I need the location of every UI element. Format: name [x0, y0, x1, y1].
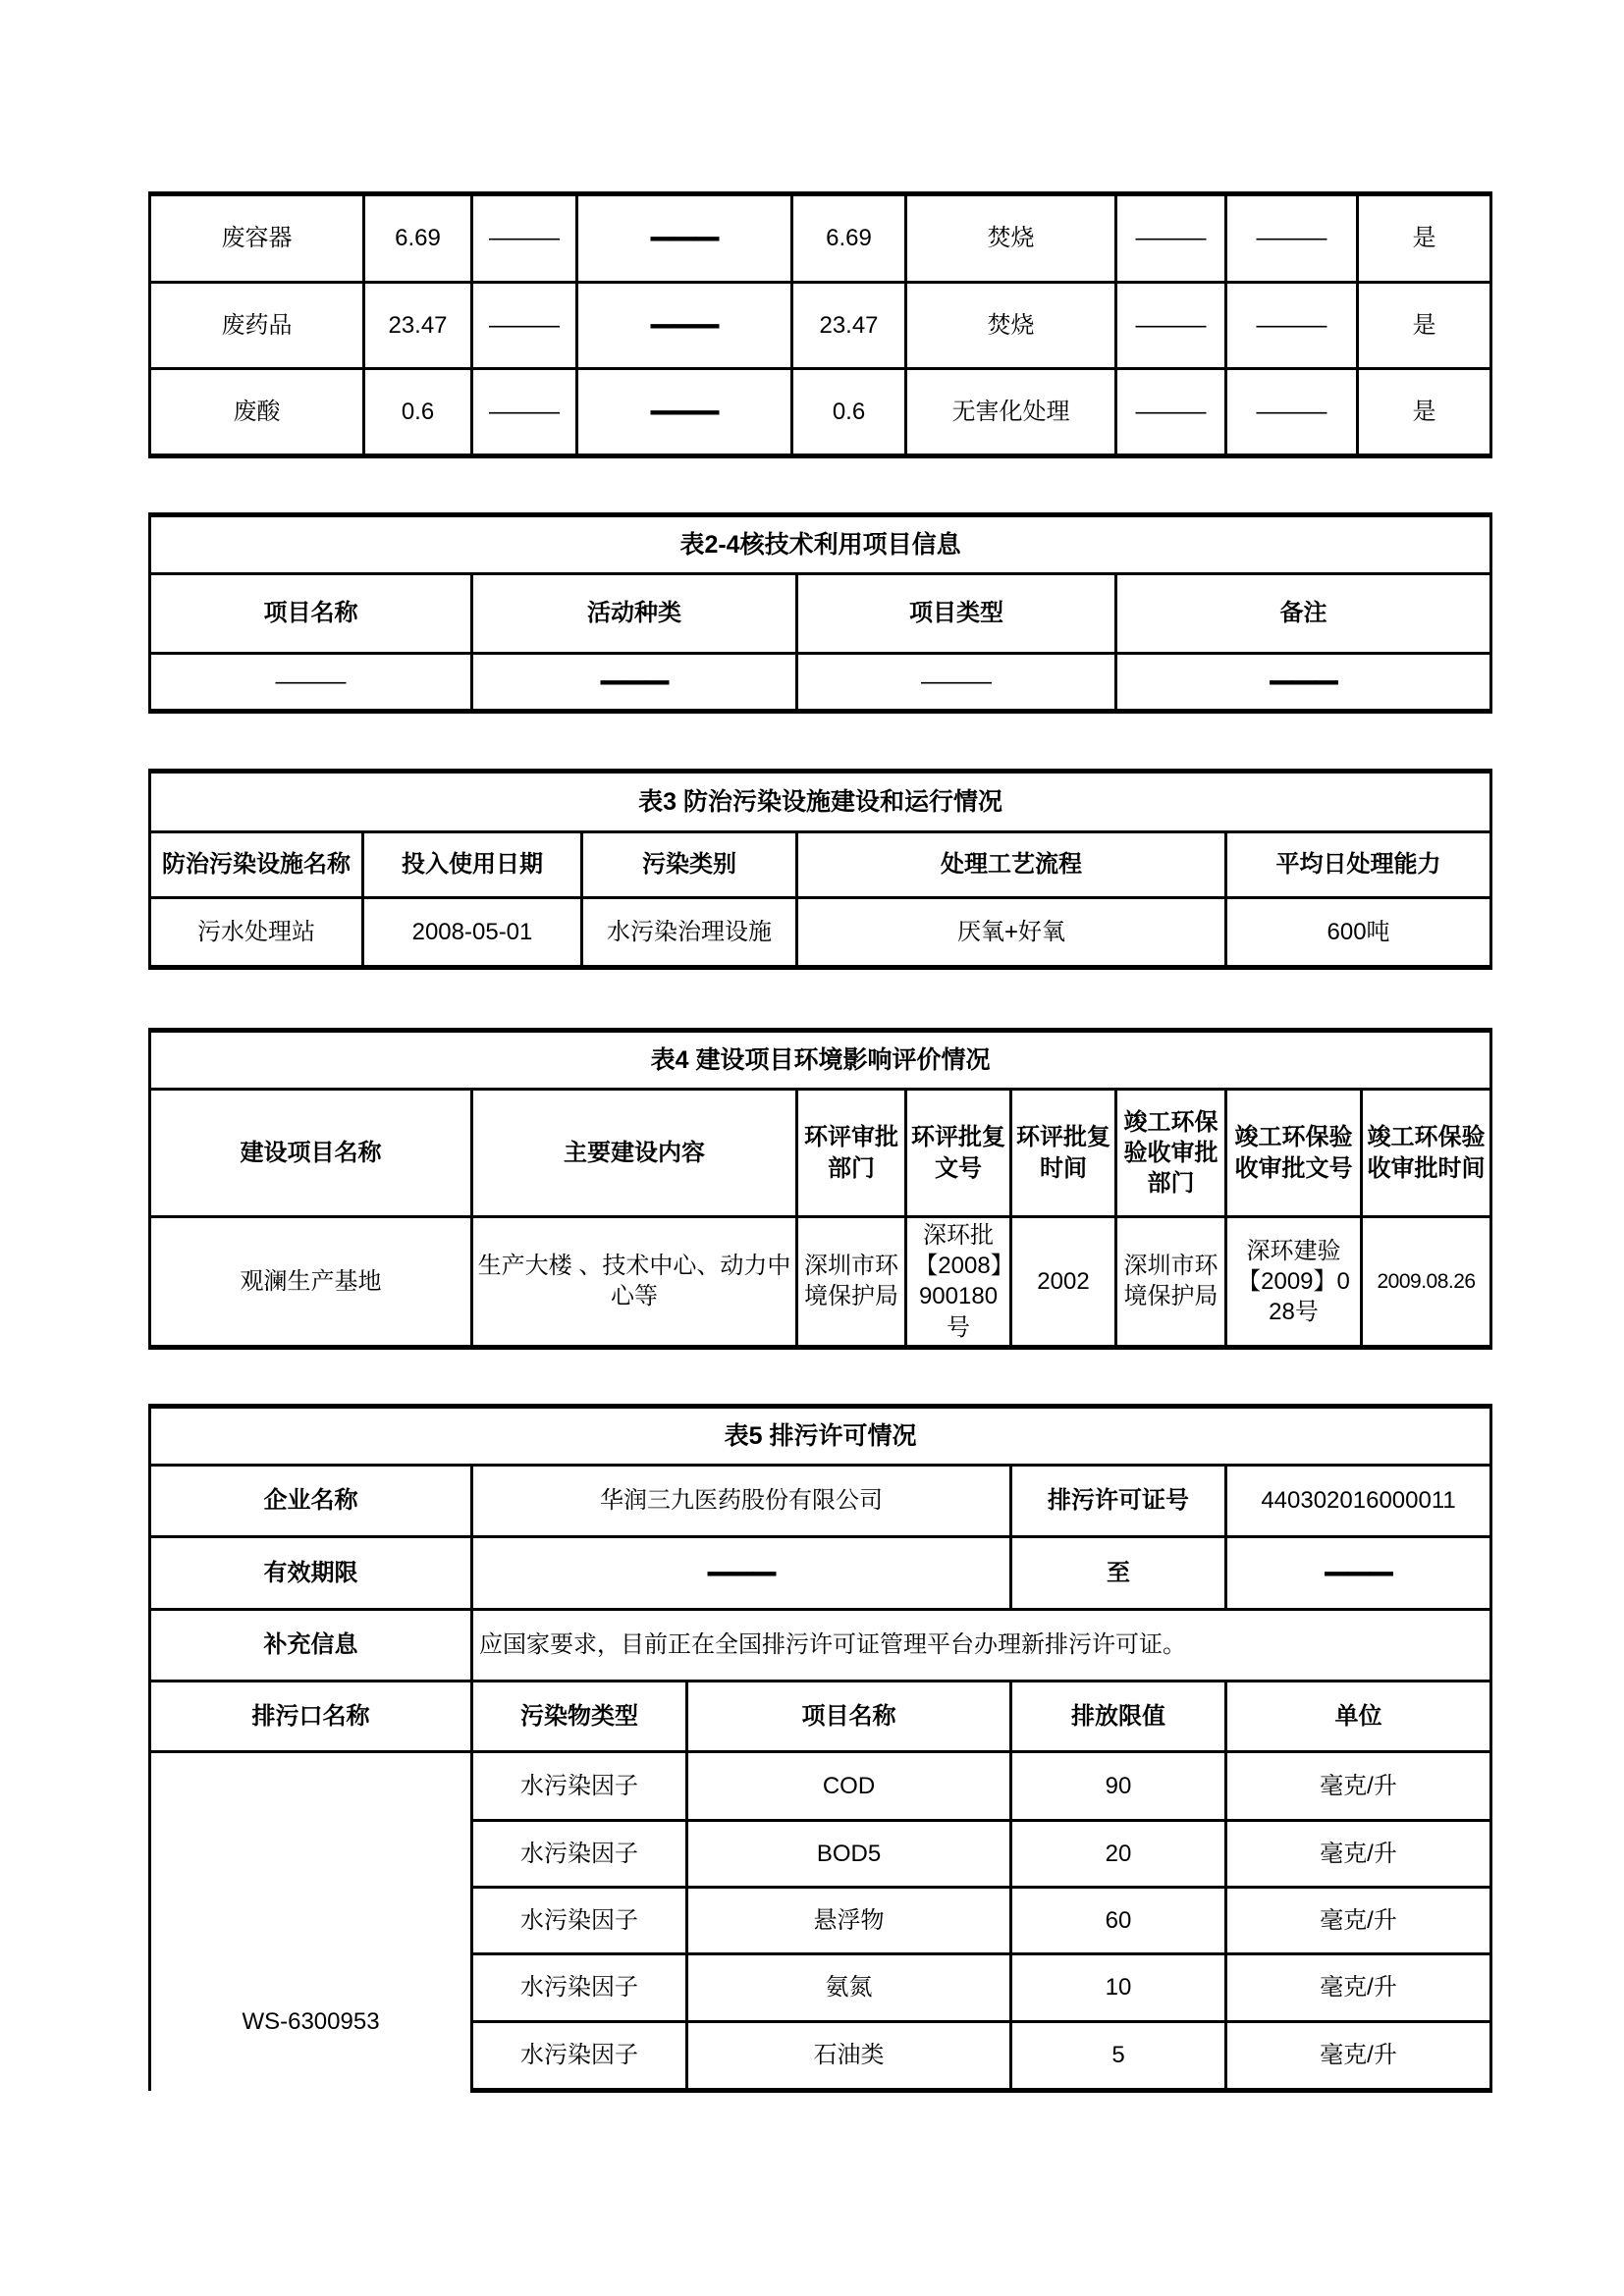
- pollutant-type-cell: 水污染因子: [472, 1954, 687, 2022]
- table-title-row: [150, 515, 1491, 574]
- limit-value-cell: 90: [1011, 1752, 1226, 1821]
- supplement-label: 补充信息: [150, 1610, 472, 1682]
- waste-amount-cell: 6.69: [792, 194, 906, 283]
- dash-cell: ———: [1116, 369, 1226, 456]
- table-header-row: [150, 1090, 1491, 1217]
- limit-value-cell: 60: [1011, 1888, 1226, 1954]
- eia-dept-cell: 深圳市环境保护局: [797, 1217, 906, 1348]
- column-header: 环评批复时间: [1011, 1090, 1116, 1217]
- yes-no-cell: 是: [1358, 194, 1491, 283]
- table-row: [150, 283, 1491, 369]
- unit-cell: 毫克/升: [1226, 1821, 1491, 1888]
- limit-value-cell: 20: [1011, 1821, 1226, 1888]
- column-header: 竣工环保验收审批文号: [1226, 1090, 1362, 1217]
- column-header: 单位: [1226, 1682, 1491, 1752]
- item-name-cell: 石油类: [687, 2022, 1011, 2091]
- dash-cell: ———: [1226, 194, 1358, 283]
- dash-cell: ———: [472, 1537, 1011, 1610]
- pollutant-type-cell: 水污染因子: [472, 1752, 687, 1821]
- facility-date-cell: 2008-05-01: [363, 898, 582, 968]
- disposal-method-cell: 焚烧: [906, 194, 1116, 283]
- eia-date-cell: 2002: [1011, 1217, 1116, 1348]
- waste-amount-cell: 0.6: [792, 369, 906, 456]
- permit-no-label: 排污许可证号: [1011, 1466, 1226, 1537]
- dash-cell: ———: [577, 283, 792, 369]
- column-header: 主要建设内容: [472, 1090, 797, 1217]
- validity-label: 有效期限: [150, 1537, 472, 1610]
- table-title: 表5 排污许可情况: [150, 1407, 1491, 1466]
- dash-cell: ———: [1116, 654, 1491, 712]
- dash-cell: ———: [150, 654, 472, 712]
- acceptance-date-cell: 2009.08.26: [1362, 1217, 1491, 1348]
- capacity-cell: 600吨: [1226, 898, 1491, 968]
- column-header: 备注: [1116, 574, 1491, 654]
- limit-value-cell: 10: [1011, 1954, 1226, 2022]
- waste-name-cell: 废酸: [150, 369, 364, 456]
- disposal-method-cell: 无害化处理: [906, 369, 1116, 456]
- column-header: 平均日处理能力: [1226, 832, 1491, 898]
- dash-cell: ———: [577, 369, 792, 456]
- table-row: [150, 369, 1491, 456]
- outlet-name-cell: [150, 1752, 472, 2091]
- dash-cell: ———: [577, 194, 792, 283]
- nuclear-tech-table: [148, 512, 1492, 714]
- table-header-row: [150, 832, 1491, 898]
- table-title-row: [150, 772, 1491, 832]
- limit-value-cell: 5: [1011, 2022, 1226, 2091]
- supplement-row: [150, 1610, 1491, 1682]
- process-cell: 厌氧+好氧: [797, 898, 1226, 968]
- item-name-cell: BOD5: [687, 1821, 1011, 1888]
- column-header: 环评审批部门: [797, 1090, 906, 1217]
- disposal-method-cell: 焚烧: [906, 283, 1116, 369]
- column-header: 投入使用日期: [363, 832, 582, 898]
- to-label: 至: [1011, 1537, 1226, 1610]
- dash-cell: ———: [1116, 194, 1226, 283]
- dash-cell: ———: [1116, 283, 1226, 369]
- yes-no-cell: 是: [1358, 369, 1491, 456]
- column-header: 建设项目名称: [150, 1090, 472, 1217]
- table-row: [150, 898, 1491, 968]
- waste-table-continuation: [148, 191, 1492, 458]
- dash-cell: ———: [472, 369, 577, 456]
- permit-no-value: 440302016000011: [1226, 1466, 1491, 1537]
- waste-name-cell: 废容器: [150, 194, 364, 283]
- column-header: 竣工环保验收审批部门: [1116, 1090, 1226, 1217]
- column-header: 排污口名称: [150, 1682, 472, 1752]
- discharge-permit-table: [148, 1404, 1492, 2093]
- column-header: 处理工艺流程: [797, 832, 1226, 898]
- dash-cell: ———: [472, 194, 577, 283]
- project-name-cell: 观澜生产基地: [150, 1217, 472, 1348]
- item-name-cell: 氨氮: [687, 1954, 1011, 2022]
- waste-amount-cell: 23.47: [364, 283, 472, 369]
- column-header: 排放限值: [1011, 1682, 1226, 1752]
- table-title-row: [150, 1031, 1491, 1090]
- table-row: [150, 654, 1491, 712]
- dash-cell: ———: [1226, 283, 1358, 369]
- pollutant-type-cell: 水污染因子: [472, 1821, 687, 1888]
- unit-cell: 毫克/升: [1226, 1888, 1491, 1954]
- item-name-cell: 悬浮物: [687, 1888, 1011, 1954]
- dash-cell: ———: [472, 283, 577, 369]
- waste-amount-cell: 23.47: [792, 283, 906, 369]
- table-title-row: [150, 1407, 1491, 1466]
- facility-name-cell: 污水处理站: [150, 898, 363, 968]
- unit-cell: 毫克/升: [1226, 2022, 1491, 2091]
- column-header: 项目名称: [687, 1682, 1011, 1752]
- table-row: [150, 1217, 1491, 1348]
- column-header: 项目名称: [150, 574, 472, 654]
- pollutant-type-cell: 水污染因子: [472, 2022, 687, 2091]
- eia-doc-no-cell: 深环批【2008】900180号: [906, 1217, 1011, 1348]
- eia-table: [148, 1028, 1492, 1350]
- column-header: 污染物类型: [472, 1682, 687, 1752]
- unit-cell: 毫克/升: [1226, 1752, 1491, 1821]
- waste-amount-cell: 0.6: [364, 369, 472, 456]
- acceptance-dept-cell: 深圳市环境保护局: [1116, 1217, 1226, 1348]
- company-label: 企业名称: [150, 1466, 472, 1537]
- table-header-row: [150, 574, 1491, 654]
- dash-cell: ———: [472, 654, 797, 712]
- waste-name-cell: 废药品: [150, 283, 364, 369]
- company-value: 华润三九医药股份有限公司: [472, 1466, 1011, 1537]
- column-header: 防治污染设施名称: [150, 832, 363, 898]
- supplement-value: 应国家要求，目前正在全国排污许可证管理平台办理新排污许可证。: [472, 1610, 1491, 1682]
- validity-row: [150, 1537, 1491, 1610]
- item-name-cell: COD: [687, 1752, 1011, 1821]
- dash-cell: ———: [1226, 1537, 1491, 1610]
- yes-no-cell: 是: [1358, 283, 1491, 369]
- pollution-facility-table: [148, 769, 1492, 970]
- column-header: 污染类别: [582, 832, 797, 898]
- column-header: 活动种类: [472, 574, 797, 654]
- waste-amount-cell: 6.69: [364, 194, 472, 283]
- table-title: 表3 防治污染设施建设和运行情况: [150, 772, 1491, 832]
- table-row: [150, 1752, 1491, 1821]
- acceptance-doc-no-cell: 深环建验【2009】028号: [1226, 1217, 1362, 1348]
- table-row: [150, 194, 1491, 283]
- project-content-cell: 生产大楼 、技术中心、动力中心等: [472, 1217, 797, 1348]
- column-header: 竣工环保验收审批时间: [1362, 1090, 1491, 1217]
- column-header: 项目类型: [797, 574, 1116, 654]
- dash-cell: ———: [1226, 369, 1358, 456]
- table-header-row: [150, 1682, 1491, 1752]
- table-title: 表2-4核技术利用项目信息: [150, 515, 1491, 574]
- outlet-name: WS-6300953: [242, 2008, 380, 2035]
- unit-cell: 毫克/升: [1226, 1954, 1491, 2022]
- pollution-type-cell: 水污染治理设施: [582, 898, 797, 968]
- pollutant-type-cell: 水污染因子: [472, 1888, 687, 1954]
- company-row: [150, 1466, 1491, 1537]
- dash-cell: ———: [797, 654, 1116, 712]
- table-title: 表4 建设项目环境影响评价情况: [150, 1031, 1491, 1090]
- column-header: 环评批复文号: [906, 1090, 1011, 1217]
